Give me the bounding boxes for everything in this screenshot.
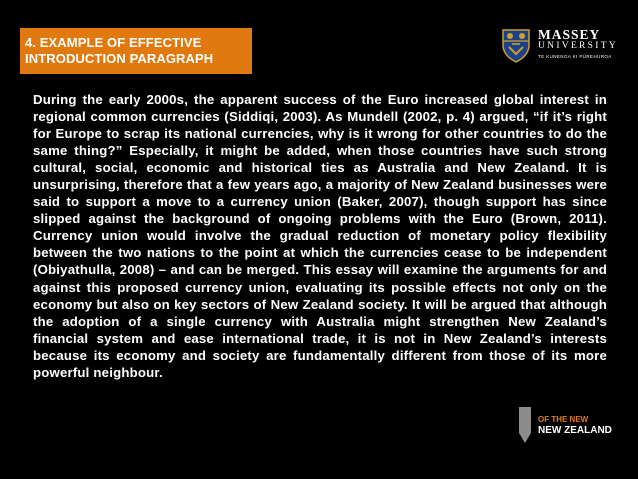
introduction-paragraph: During the early 2000s, the apparent success of the Euro increased global interest in regional common currencies (Siddiqi, 2003). As Mundell (2002, p. 4) argued, “if it’s right for Europe to scrap its national currencies, why is it wrong for other countries to do the same thing?” Especially, it might be added, when those countries have such strong cultural, social, economic and historical ties as Australia and New Zealand. It is unsurprising, therefore that a few years ago, a majority of New Zealand businesses were said to support a move to a currency union (Baker, 2007), though support has since slipped against the background of ongoing problems with the Euro (Brown, 2011). Currency union would involve the gradual reduction of monetary policy flexibility between the two nations to the point at which the currencies cease to be independent (Obiyathulla, 2008) – and can be merged. This essay will examine the arguments for and against this proposed currency union, evaluating its possible effects not only on the economy but also on key sectors of New Zealand society. It will be argued that although the adoption of a single currency with Australia might strengthen New Zealand’s financial system and ease international trade, it is not in New Zealand’s interests because its economy and society are fundamentally different from those of its more powerful neighbour. bbox=[33, 92, 607, 380]
logo-name: MASSEY bbox=[538, 27, 601, 42]
title-line-2: INTRODUCTION PARAGRAPH bbox=[25, 51, 214, 66]
watermark-logo bbox=[516, 405, 616, 455]
crest-icon bbox=[500, 27, 532, 63]
logo-university: UNIVERSITY bbox=[538, 41, 618, 51]
watermark-line-bot: NEW ZEALAND bbox=[538, 425, 612, 436]
watermark-mark-icon bbox=[516, 405, 534, 445]
title-line-1: 4. EXAMPLE OF EFFECTIVE bbox=[25, 35, 202, 50]
title-banner bbox=[20, 28, 252, 74]
massey-logo bbox=[500, 27, 620, 67]
watermark-line-mid: OF THE NEW bbox=[538, 415, 589, 424]
logo-subtitle: TE KUNENGA KI PŪREHUROA bbox=[538, 54, 612, 59]
